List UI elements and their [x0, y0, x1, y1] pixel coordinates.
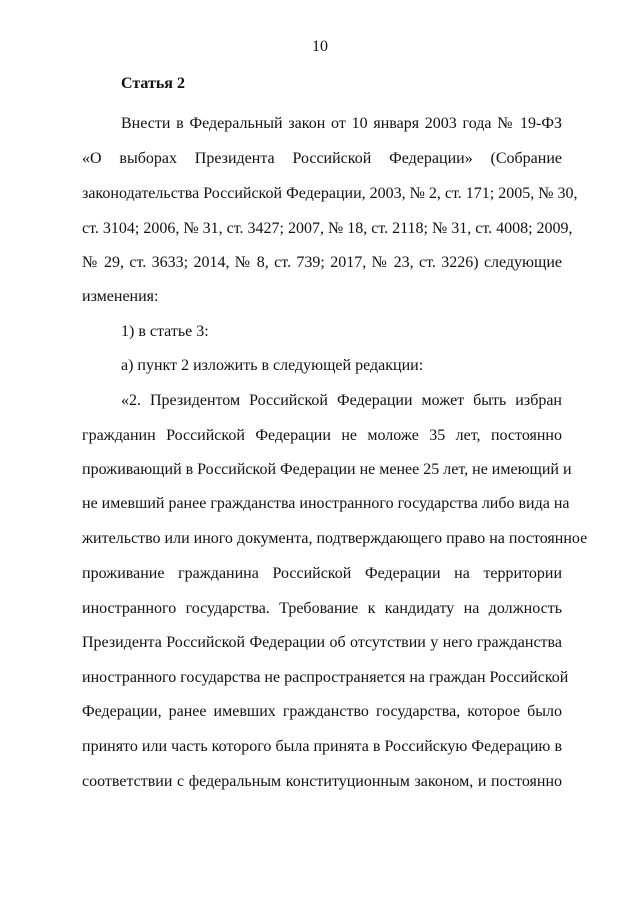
text-line: принято или часть которого была принята в Российскую Федерацию в [82, 738, 562, 755]
text-line: ст. 3104; 2006, № 31, ст. 3427; 2007, № 18, ст. 2118; № 31, ст. 4008; 2009, [82, 220, 573, 237]
text-line: законодательства Российской Федерации, 2003, № 2, ст. 171; 2005, № 30, [82, 185, 578, 202]
text-line: Федерации, ранее имевших гражданство государства, которое было [82, 703, 562, 720]
text-line: № 29, ст. 3633; 2014, № 8, ст. 739; 2017, № 23, ст. 3226) следующие [82, 254, 562, 271]
text-line: Президента Российской Федерации об отсутствии у него гражданства [82, 634, 562, 651]
text-line: гражданин Российской Федерации не моложе 35 лет, постоянно [82, 427, 562, 444]
text-line: Внести в Федеральный закон от 10 января 2003 года № 19-ФЗ [121, 115, 562, 132]
text-line: проживающий в Российской Федерации не менее 25 лет, не имеющий и [82, 461, 572, 478]
page-number: 10 [312, 38, 328, 55]
text-line: соответствии с федеральным конституционным законом, и постоянно [82, 773, 562, 790]
text-line: иностранного государства не распространяется на граждан Российской [82, 669, 569, 686]
text-line: проживание гражданина Российской Федерации на территории [82, 565, 562, 582]
text-line: жительство или иного документа, подтверждающего право на постоянное [82, 530, 588, 547]
text-line: не имевший ранее гражданства иностранного государства либо вида на [82, 495, 570, 512]
text-line: «О выборах Президента Российской Федерации» (Собрание [82, 150, 562, 167]
text-line: изменения: [82, 288, 159, 305]
text-line: «2. Президентом Российской Федерации может быть избран [121, 392, 562, 409]
list-item: а) пункт 2 изложить в следующей редакции: [121, 357, 424, 374]
article-heading: Статья 2 [121, 75, 185, 92]
list-item: 1) в статье 3: [121, 323, 209, 340]
text-line: иностранного государства. Требование к кандидату на должность [82, 600, 562, 617]
